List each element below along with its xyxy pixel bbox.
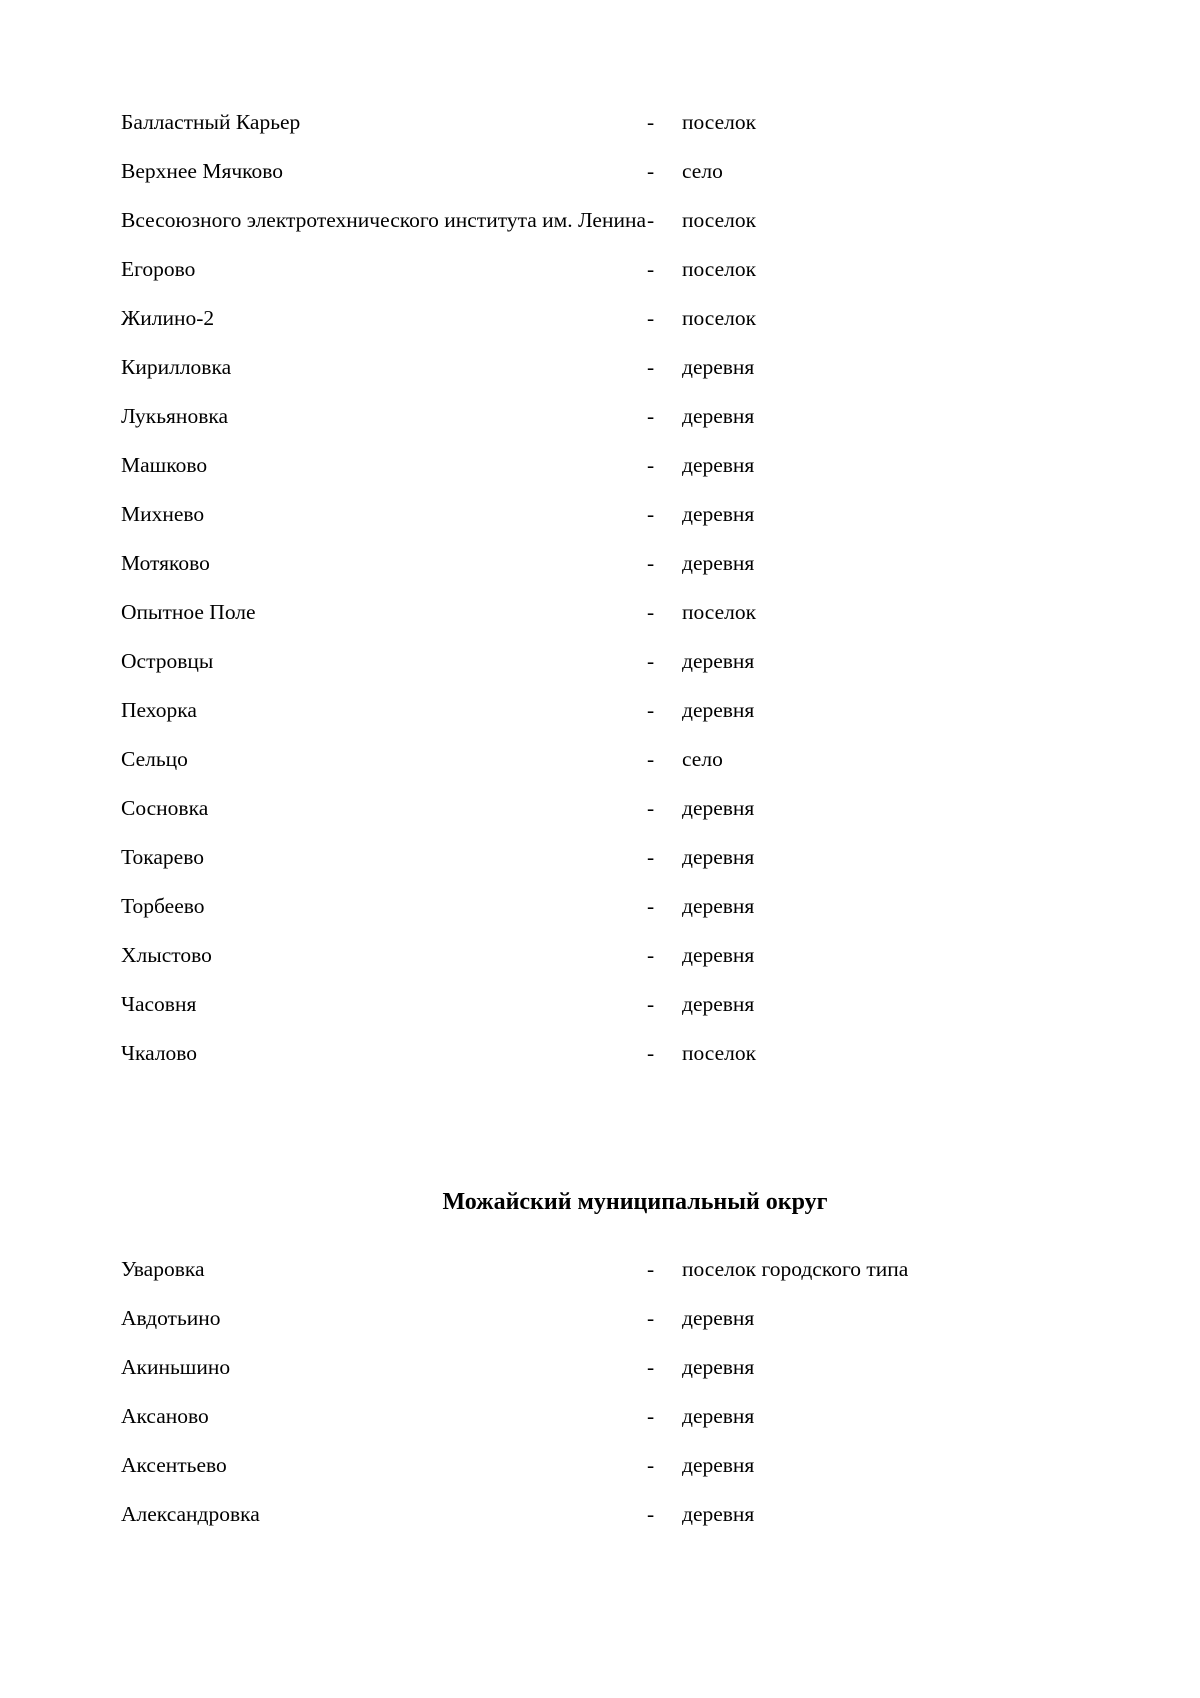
dash-separator: -: [647, 502, 655, 526]
dash-separator: -: [647, 1306, 655, 1330]
settlement-type: село: [682, 747, 723, 771]
settlement-name: Кирилловка: [121, 355, 232, 379]
settlement-type: поселок: [682, 1041, 757, 1065]
settlement-type: деревня: [682, 698, 755, 722]
settlement-type: поселок городского типа: [682, 1257, 909, 1281]
settlement-name: Пехорка: [121, 698, 197, 722]
list-row: [121, 451, 1021, 479]
dash-separator: -: [647, 649, 655, 673]
list-row: [121, 941, 1021, 969]
settlement-name: Токарево: [121, 845, 204, 869]
settlement-type: деревня: [682, 453, 755, 477]
list-row: [121, 549, 1021, 577]
dash-separator: -: [647, 1257, 655, 1281]
settlement-name: Чкалово: [121, 1041, 198, 1065]
list-row: [121, 1039, 1021, 1067]
list-row: [121, 402, 1021, 430]
settlement-name: Жилино-2: [121, 306, 215, 330]
settlement-type: деревня: [682, 355, 755, 379]
list-row: [121, 1304, 1021, 1332]
settlement-type: деревня: [682, 1453, 755, 1477]
list-row: [121, 892, 1021, 920]
dash-separator: -: [647, 159, 655, 183]
list-row: [121, 696, 1021, 724]
dash-separator: -: [647, 1502, 655, 1526]
settlement-name: Уваровка: [121, 1257, 205, 1281]
dash-separator: -: [647, 404, 655, 428]
settlement-type: деревня: [682, 1355, 755, 1379]
dash-separator: -: [647, 600, 655, 624]
list-row: [121, 1353, 1021, 1381]
settlement-name: Часовня: [121, 992, 197, 1016]
dash-separator: -: [647, 845, 655, 869]
list-row: [121, 500, 1021, 528]
list-row: [121, 304, 1021, 332]
settlement-name: Авдотьино: [121, 1306, 221, 1330]
settlement-type: деревня: [682, 992, 755, 1016]
dash-separator: -: [647, 453, 655, 477]
list-row: [121, 1402, 1021, 1430]
settlement-name: Аксентьево: [121, 1453, 227, 1477]
dash-separator: -: [647, 698, 655, 722]
settlement-name: Машково: [121, 453, 208, 477]
settlement-name: Егорово: [121, 257, 196, 281]
settlement-type: деревня: [682, 649, 755, 673]
settlement-type: деревня: [682, 796, 755, 820]
dash-separator: -: [647, 257, 655, 281]
settlement-type: деревня: [682, 1306, 755, 1330]
list-row: [121, 647, 1021, 675]
settlement-type: деревня: [682, 845, 755, 869]
settlement-type: деревня: [682, 894, 755, 918]
list-row: [121, 353, 1021, 381]
list-row: [121, 745, 1021, 773]
list-row: [121, 1500, 1021, 1528]
settlement-name: Сельцо: [121, 747, 188, 771]
list-row: [121, 206, 1021, 234]
dash-separator: -: [647, 992, 655, 1016]
settlement-type: поселок: [682, 110, 757, 134]
section-heading: Можайский муниципальный округ: [442, 1189, 828, 1215]
settlement-type: деревня: [682, 404, 755, 428]
settlement-name: Аксаново: [121, 1404, 209, 1428]
dash-separator: -: [647, 1355, 655, 1379]
settlement-type: поселок: [682, 257, 757, 281]
list-row: [121, 1451, 1021, 1479]
settlement-type: поселок: [682, 208, 757, 232]
settlement-name: Островцы: [121, 649, 214, 673]
settlement-type: деревня: [682, 502, 755, 526]
dash-separator: -: [647, 551, 655, 575]
settlement-type: поселок: [682, 600, 757, 624]
settlement-name: Александровка: [121, 1502, 260, 1526]
dash-separator: -: [647, 943, 655, 967]
settlement-type: село: [682, 159, 723, 183]
settlement-name: Всесоюзного электротехнического института им. Ленина: [121, 208, 647, 232]
dash-separator: -: [647, 796, 655, 820]
settlement-name: Балластный Карьер: [121, 110, 301, 134]
list-row: [121, 794, 1021, 822]
settlement-name: Опытное Поле: [121, 600, 256, 624]
settlement-name: Акиньшино: [121, 1355, 231, 1379]
list-row: [121, 157, 1021, 185]
settlement-name: Михнево: [121, 502, 205, 526]
settlement-name: Лукьяновка: [121, 404, 229, 428]
list-row: [121, 598, 1021, 626]
settlement-list-bottom: [121, 1255, 1021, 1549]
settlement-type: деревня: [682, 1404, 755, 1428]
dash-separator: -: [647, 1041, 655, 1065]
settlement-name: Сосновка: [121, 796, 209, 820]
settlement-type: деревня: [682, 551, 755, 575]
list-row: [121, 255, 1021, 283]
settlement-name: Верхнее Мячково: [121, 159, 284, 183]
list-row: [121, 990, 1021, 1018]
dash-separator: -: [647, 110, 655, 134]
dash-separator: -: [647, 355, 655, 379]
settlement-name: Мотяково: [121, 551, 210, 575]
dash-separator: -: [647, 1404, 655, 1428]
dash-separator: -: [647, 306, 655, 330]
list-row: [121, 108, 1021, 136]
settlement-type: деревня: [682, 943, 755, 967]
settlement-type: деревня: [682, 1502, 755, 1526]
settlement-name: Хлыстово: [121, 943, 212, 967]
dash-separator: -: [647, 747, 655, 771]
settlement-list-top: [121, 108, 1021, 1088]
settlement-name: Торбеево: [121, 894, 205, 918]
list-row: [121, 1255, 1021, 1283]
dash-separator: -: [647, 894, 655, 918]
dash-separator: -: [647, 208, 655, 232]
dash-separator: -: [647, 1453, 655, 1477]
list-row: [121, 843, 1021, 871]
settlement-type: поселок: [682, 306, 757, 330]
